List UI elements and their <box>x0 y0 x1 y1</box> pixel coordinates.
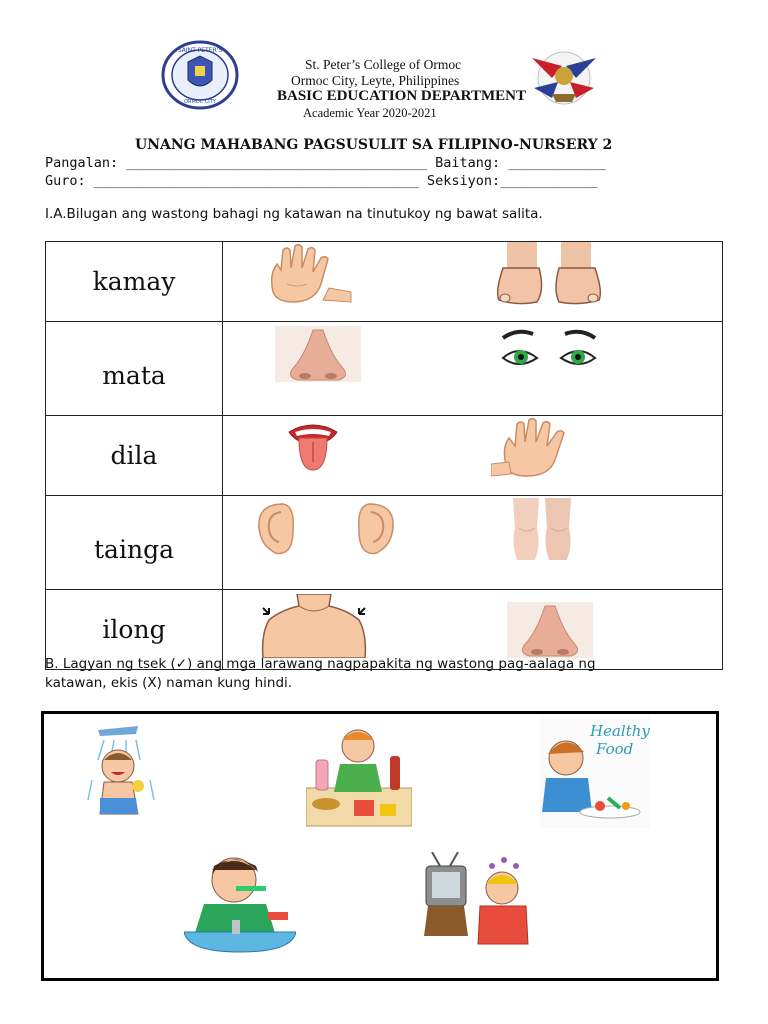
choices-cell <box>223 496 723 590</box>
ears-icon[interactable] <box>253 500 399 560</box>
department-logo <box>522 48 606 108</box>
choices-cell <box>223 242 723 322</box>
part-b-instruction <box>45 655 596 693</box>
choices-cell <box>223 322 723 416</box>
word-cell: kamay <box>46 242 223 322</box>
eyes-icon[interactable] <box>499 326 599 378</box>
hand-icon[interactable] <box>263 244 353 306</box>
boy-healthy-food-icon[interactable] <box>540 716 650 828</box>
knees-icon[interactable] <box>509 498 575 560</box>
boy-brushing-teeth-icon[interactable] <box>184 846 296 954</box>
part-b-instruction-line2: katawan, ekis (X) naman kung hindi. <box>45 675 293 691</box>
hand-icon[interactable] <box>491 418 591 480</box>
healthy-text: Healthy <box>590 722 650 740</box>
svg-text:ORMOC CITY: ORMOC CITY <box>184 99 216 105</box>
tongue-icon[interactable] <box>285 422 341 474</box>
word-cell: tainga <box>46 496 223 590</box>
table-row <box>46 496 723 590</box>
kid-tv-close-icon[interactable] <box>418 852 532 952</box>
exam-title: UNANG MAHABANG PAGSUSULIT SA FILIPINO-NURSERY 2 <box>135 137 613 153</box>
body-parts-table <box>45 241 723 670</box>
food-text: Food <box>596 740 634 758</box>
crest-icon <box>522 48 606 108</box>
department: BASIC EDUCATION DEPARTMENT <box>277 88 526 104</box>
svg-text:SAINT PETER'S: SAINT PETER'S <box>177 47 223 54</box>
teacher-section-line: Guro: ________________________________________ Seksiyon:____________ <box>45 173 598 189</box>
part-b-picture-box <box>41 711 719 981</box>
table-row <box>46 416 723 496</box>
table-row <box>46 242 723 322</box>
boy-shower-icon[interactable] <box>78 720 168 820</box>
boy-junk-food-icon[interactable] <box>306 720 412 828</box>
choices-cell <box>223 416 723 496</box>
word-cell: ilong <box>46 590 223 670</box>
school-name: St. Peter’s College of Ormoc <box>305 57 462 72</box>
nose-icon[interactable] <box>507 602 593 658</box>
school-seal <box>161 40 239 110</box>
nose-icon[interactable] <box>275 326 361 382</box>
table-row <box>46 322 723 416</box>
part-a-instruction: I.A.Bilugan ang wastong bahagi ng katawan na tinutukoy ng bawat salita. <box>45 206 543 222</box>
academic-year: Academic Year 2020-2021 <box>303 106 437 120</box>
shoulders-icon[interactable] <box>259 594 369 658</box>
school-address: Ormoc City, Leyte, Philippines <box>291 73 460 88</box>
seal-icon <box>161 40 239 110</box>
part-b-instruction-line1: B. Lagyan ng tsek (✓) ang mga larawang nagpapakita ng wastong pag-aalaga ng <box>45 656 596 672</box>
word-cell: mata <box>46 322 223 416</box>
feet-icon[interactable] <box>487 242 611 306</box>
name-grade-line: Pangalan: _____________________________________ Baitang: ____________ <box>45 155 606 171</box>
word-cell: dila <box>46 416 223 496</box>
